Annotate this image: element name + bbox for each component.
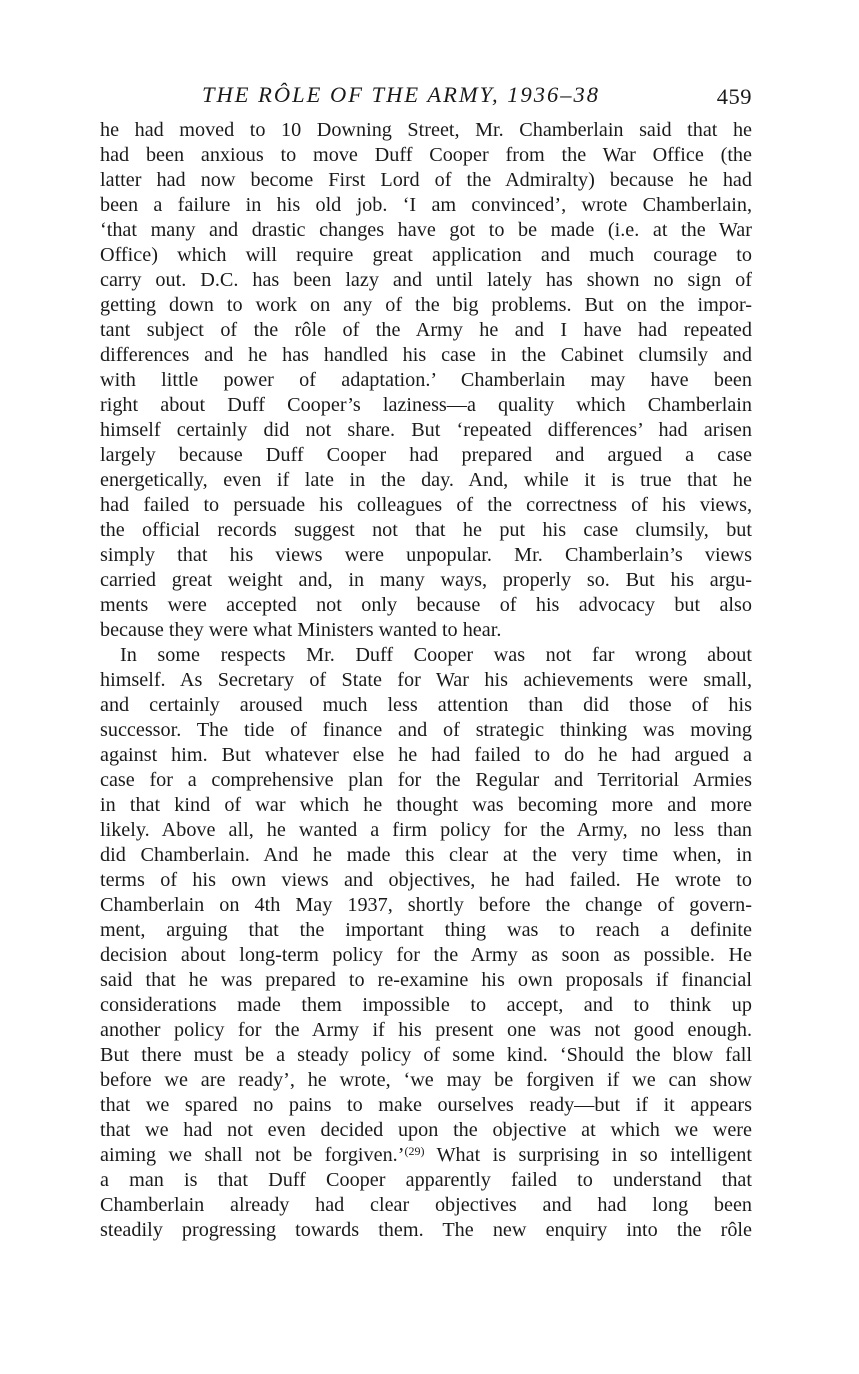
text-line: steadily progressing towards them. The new enquiry into the rôle <box>100 1219 752 1241</box>
paragraph-1 <box>100 118 752 643</box>
text-line: before we are ready’, he wrote, ‘we may be forgiven if we can show <box>100 1069 752 1091</box>
book-page <box>100 82 752 1243</box>
text-line: carried great weight and, in many ways, properly so. But his argu- <box>100 569 752 591</box>
text-line: But there must be a steady policy of some kind. ‘Should the blow fall <box>100 1044 752 1066</box>
text-line: carry out. D.C. has been lazy and until lately has shown no sign of <box>100 269 752 291</box>
text-line: he had moved to 10 Downing Street, Mr. Chamberlain said that he <box>100 119 752 141</box>
text-line: himself. As Secretary of State for War his achievements were small, <box>100 669 752 691</box>
text-line: ‘that many and drastic changes have got to be made (i.e. at the War <box>100 219 752 241</box>
running-title: THE RÔLE OF THE ARMY, 1936–38 <box>202 82 601 107</box>
text-line: in that kind of war which he thought was becoming more and more <box>100 794 752 816</box>
text-line: right about Duff Cooper’s laziness—a quality which Chamberlain <box>100 394 752 416</box>
text-line: had been anxious to move Duff Cooper from the War Office (the <box>100 144 752 166</box>
text-line: likely. Above all, he wanted a firm policy for the Army, no less than <box>100 819 752 841</box>
text-line: against him. But whatever else he had failed to do he had argued a <box>100 744 752 766</box>
text-segment: aiming we shall not be forgiven.’ <box>100 1144 405 1166</box>
text-line: been a failure in his old job. ‘I am convinced’, wrote Chamberlain, <box>100 194 752 216</box>
text-line: simply that his views were unpopular. Mr. Chamberlain’s views <box>100 544 752 566</box>
text-line: Chamberlain on 4th May 1937, shortly before the change of govern- <box>100 894 752 916</box>
text-line: case for a comprehensive plan for the Regular and Territorial Armies <box>100 769 752 791</box>
text-line: decision about long-term policy for the Army as soon as possible. He <box>100 944 752 966</box>
text-segment: What is surprising in so intelligent <box>424 1144 752 1166</box>
text-line: considerations made them impossible to accept, and to think up <box>100 994 752 1016</box>
text-line: and certainly aroused much less attention than did those of his <box>100 694 752 716</box>
text-line: largely because Duff Cooper had prepared and argued a case <box>100 444 752 466</box>
text-line: the official records suggest not that he put his case clumsily, but <box>100 519 752 541</box>
footnote-reference[interactable]: (29) <box>404 1144 425 1158</box>
text-line: another policy for the Army if his present one was not good enough. <box>100 1019 752 1041</box>
text-line: Office) which will require great application and much courage to <box>100 244 752 266</box>
text-line: latter had now become First Lord of the Admiralty) because he had <box>100 169 752 191</box>
text-line: successor. The tide of finance and of strategic thinking was moving <box>100 719 752 741</box>
text-line: that we spared no pains to make ourselves ready—but if it appears <box>100 1094 752 1116</box>
text-line: tant subject of the rôle of the Army he and I have had repeated <box>100 319 752 341</box>
text-line: Chamberlain already had clear objectives and had long been <box>100 1194 752 1216</box>
text-line: had failed to persuade his colleagues of the correctness of his views, <box>100 494 752 516</box>
text-line: a man is that Duff Cooper apparently failed to understand that <box>100 1169 752 1191</box>
text-line: getting down to work on any of the big problems. But on the impor- <box>100 294 752 316</box>
paragraph-2 <box>100 643 752 1243</box>
text-line: that we had not even decided upon the objective at which we were <box>100 1119 752 1141</box>
text-line-with-footnote <box>100 1143 752 1168</box>
text-line: terms of his own views and objectives, he had failed. He wrote to <box>100 869 752 891</box>
text-line: ment, arguing that the important thing was to reach a definite <box>100 919 752 941</box>
page-number: 459 <box>716 84 752 109</box>
text-line: himself certainly did not share. But ‘repeated differences’ had arisen <box>100 419 752 441</box>
text-line: differences and he has handled his case in the Cabinet clumsily and <box>100 344 752 366</box>
running-header <box>100 82 752 118</box>
text-line: In some respects Mr. Duff Cooper was not far wrong about <box>120 644 752 666</box>
text-line: ments were accepted not only because of his advocacy but also <box>100 594 752 616</box>
text-line: energetically, even if late in the day. And, while it is true that he <box>100 469 752 491</box>
text-line: because they were what Ministers wanted to hear. <box>100 619 502 641</box>
text-line: did Chamberlain. And he made this clear at the very time when, in <box>100 844 752 866</box>
text-line: said that he was prepared to re-examine his own proposals if financial <box>100 969 752 991</box>
text-line: with little power of adaptation.’ Chamberlain may have been <box>100 369 752 391</box>
